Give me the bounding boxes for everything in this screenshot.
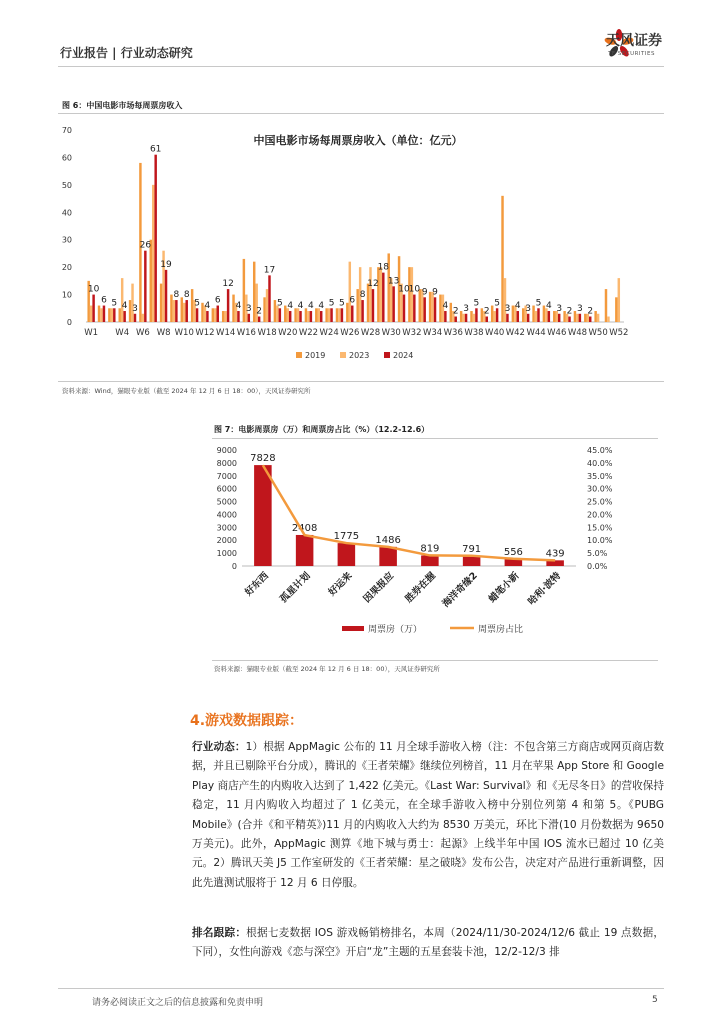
bar-2024-W29 [382,273,384,322]
y-tick-label: 10 [61,290,72,300]
bar-因果报应 [379,547,397,566]
bar-2019-W11 [191,289,193,322]
bar-2019-W7 [150,240,152,322]
bar-胜券在握 [421,555,439,566]
bar-2023-W9 [173,300,175,322]
bar-2024-W18 [268,275,270,322]
y-tick-label: 60 [61,153,72,163]
legend-swatch-bars [342,626,364,631]
right-y-tick-label: 0.0% [587,562,608,571]
bar-2023-W14 [224,311,226,322]
bar-2023-W1 [90,306,92,322]
bar-2024-W24 [330,308,332,322]
bar-2024-W3 [113,308,115,322]
bar-2023-W28 [369,267,371,322]
bar-2024-W4 [123,311,125,322]
data-label-哈利·波特: 439 [545,548,565,560]
figure7-title: 图 7：电影周票房（万）和周票房占比（%）（12.2-12.6） [214,425,430,434]
bar-2024-W40 [496,308,498,322]
data-label-2024-W6: 26 [139,240,152,251]
page-number: 5 [652,995,658,1005]
x-tick-label: W22 [298,328,319,338]
data-label-2024-W10: 8 [183,290,190,301]
x-tick-label: 好东西 [243,570,271,599]
bar-好运来 [338,543,356,566]
bar-好东西 [254,465,272,566]
bar-2023-W40 [493,311,495,322]
bar-2023-W52 [618,278,620,322]
report-category: 行业报告 | 行业动态研究 [60,46,193,60]
bar-2024-W21 [299,311,301,322]
bar-2024-W32 [413,295,415,322]
data-label-2024-W28: 12 [367,279,379,290]
bar-2019-W27 [356,289,358,322]
data-label-2024-W2: 6 [101,295,107,306]
bar-2019-W10 [181,297,183,322]
bar-2019-W24 [325,308,327,322]
left-y-tick-label: 3000 [216,523,237,533]
data-label-2024-W37: 3 [463,303,469,314]
data-label-2024-W8: 19 [160,259,172,270]
ranking-paragraph [192,924,664,963]
data-label-2024-W1: 10 [87,284,100,295]
bar-2023-W3 [111,308,113,322]
bar-2019-W14 [222,311,224,322]
bar-2024-W33 [423,297,425,322]
bar-2024-W10 [185,300,187,322]
data-label-2024-W23: 4 [318,301,325,312]
bar-2019-W18 [263,297,265,322]
bar-2024-W6 [144,251,146,322]
bar-2024-W44 [537,308,539,322]
x-tick-label: 海洋奇缘2 [440,570,480,610]
bar-2019-W5 [129,300,131,322]
bar-2024-W49 [589,317,591,322]
bar-2024-W12 [206,311,208,322]
chart-title: 中国电影市场每周票房收入（单位：亿元） [253,134,463,147]
bar-2019-W45 [543,306,545,322]
right-y-tick-label: 35.0% [587,471,613,481]
bar-2024-W9 [175,300,177,322]
ranking-text: 根据七麦数据 IOS 游戏畅销榜排名，本周（2024/11/30-2024/12/6 截止 19 点数据，下同），女性向游戏《恋与深空》开启“龙”主题的五星套装卡池，12/2-12/3 排 [192,927,665,959]
x-tick-label: W40 [485,328,505,338]
data-label-胜券在握: 819 [420,543,440,555]
bar-2023-W2 [100,308,102,322]
x-tick-label: W32 [402,328,422,338]
data-label-2024-W35: 4 [442,301,449,312]
bar-2023-W13 [214,308,216,322]
x-tick-label: W8 [156,328,171,338]
data-label-2024-W45: 4 [545,301,552,312]
x-tick-label: W34 [422,328,443,338]
figure7-source: 资料来源：猫眼专业版（截至 2024 年 12 月 6 日 18：00），天风证券研究所 [214,665,440,673]
bar-2019-W38 [470,311,472,322]
bar-2024-W45 [548,311,550,322]
bar-2024-W30 [392,286,394,322]
bar-2023-W51 [607,317,609,322]
bar-2019-W13 [212,308,214,322]
x-tick-label: W1 [84,328,99,338]
data-label-2024-W42: 4 [514,301,521,312]
bar-2023-W29 [380,267,382,322]
bar-2024-W22 [310,311,312,322]
left-y-tick-label: 8000 [216,458,237,468]
bar-2024-W42 [517,311,519,322]
bar-2023-W44 [535,311,537,322]
data-label-2024-W34: 9 [432,287,438,298]
x-tick-label: W42 [505,328,525,338]
data-label-2024-W22: 4 [308,301,314,312]
bar-2024-W43 [527,314,529,322]
legend-label-2024: 2024 [393,351,414,360]
left-y-tick-label: 5000 [216,497,237,507]
x-tick-label: W38 [464,328,484,338]
bar-2019-W19 [274,300,276,322]
x-tick-label: W4 [115,328,130,338]
bar-2024-W13 [217,306,219,322]
bar-2019-W17 [253,262,255,322]
x-tick-label: W48 [567,328,588,338]
right-y-tick-label: 30.0% [587,484,613,494]
left-y-tick-label: 0 [231,562,237,571]
bar-2024-W39 [486,317,488,322]
right-y-tick-label: 20.0% [587,510,613,520]
figure7-rule [212,438,658,439]
right-y-tick-label: 10.0% [587,536,613,546]
industry-news-lead: 行业动态： [192,741,246,753]
ranking-lead: 排名跟踪： [192,927,247,939]
legend-label-2019: 2019 [305,351,326,360]
data-label-2024-W32: 10 [408,284,421,295]
bar-2024-W48 [579,314,581,322]
data-label-2024-W39: 2 [483,306,490,317]
x-tick-label: W50 [588,328,608,338]
data-label-2024-W11: 5 [194,298,200,309]
x-tick-label: 哈利·波特 [526,570,564,608]
data-label-2024-W19: 5 [276,298,283,309]
bar-2023-W6 [142,314,144,322]
bar-2019-W8 [160,284,162,322]
brand-subtitle: TF SECURITIES [608,51,655,57]
x-tick-label: W18 [257,328,277,338]
bar-2019-W25 [336,308,338,322]
data-label-2024-W31: 10 [398,284,410,295]
bar-2019-W50 [594,311,596,322]
data-label-2024-W21: 4 [297,301,304,312]
data-label-海洋奇缘2: 791 [462,543,482,555]
x-tick-label: W16 [236,328,256,338]
bar-2024-W37 [465,314,467,322]
footer-disclaimer: 请务必阅读正文之后的信息披露和免责申明 [92,998,264,1008]
bar-2024-W47 [568,317,570,322]
bar-2019-W44 [532,306,534,322]
bar-2019-W20 [284,306,286,322]
x-tick-label: W36 [443,328,463,338]
header-divider [58,66,664,67]
weekly-box-office-chart [58,118,658,378]
y-tick-label: 50 [61,180,72,190]
x-tick-label: W24 [319,328,339,338]
x-tick-label: W30 [381,328,401,338]
data-label-2024-W30: 13 [387,276,400,287]
bar-2019-W35 [439,295,441,322]
y-tick-label: 40 [61,208,72,218]
data-label-2024-W46: 3 [556,303,563,314]
bar-2023-W26 [349,262,351,322]
bar-2024-W2 [103,306,105,322]
legend-swatch-2024 [384,352,390,358]
bar-2019-W16 [243,259,245,322]
data-label-2024-W25: 5 [339,298,345,309]
bar-2024-W35 [444,311,446,322]
data-label-2024-W26: 6 [349,295,356,306]
data-label-因果报应: 1486 [375,534,401,546]
bar-2024-W27 [361,300,363,322]
bar-2019-W49 [584,314,586,322]
x-tick-label: 胜券在握 [403,570,438,606]
bar-2024-W23 [320,311,322,322]
bar-2019-W41 [501,196,503,322]
bar-2019-W34 [429,292,431,322]
bar-孤星计划 [296,535,314,566]
data-label-2024-W18: 17 [263,265,276,276]
brand-name: 天风证券 [606,33,662,49]
industry-news-text: 1）根据 AppMagic 公布的 11 月全球手游收入榜（注：不包含第三方商店或网页商店数据，并且已剔除平台分成），腾讯的《王者荣耀》继续位列榜首，11 月在苹果 App Store 和 Google Play 商店产生的内购收入达到了 1,422 亿美元。《Last War: Survival》和《无尽冬日》的营收保持稳定，11 月内购收入均超过了 1 亿美元，在全球手游收入榜中分别位列第 4 和第 5。《PUBG Mobile》(合并《和平精英》)11 月的内购收入大约为 8530 万美元，环比下滑(10 月份数据为 9650 万美元)。此外，AppMagic 测算《地下城与勇士：起源》上线半年中国 IOS 流水已超过 10 亿美元。2）腾讯天美 J5 工作室研发的《王者荣耀：星之破晓》发布公告，决定对产品进行重新调整，因此先遣测试服将于 12 月 6 日停服。 [192,741,664,889]
right-y-tick-label: 40.0% [587,458,613,468]
data-label-2024-W17: 2 [256,306,263,317]
left-y-tick-label: 4000 [216,510,237,520]
bar-2019-W42 [512,306,514,322]
bar-2019-W9 [170,295,172,322]
legend-swatch-2019 [296,352,302,358]
bar-2024-W25 [341,308,343,322]
bar-2023-W37 [462,314,464,322]
bar-2019-W28 [367,284,369,322]
y-tick-label: 20 [61,263,72,273]
bar-2024-W19 [279,308,281,322]
bar-2024-W1 [92,295,94,322]
bar-2024-W38 [475,308,477,322]
x-tick-label: W26 [340,328,360,338]
bar-2024-W28 [372,289,374,322]
x-tick-label: W6 [135,328,150,338]
left-y-tick-label: 1000 [216,549,237,559]
right-y-tick-label: 5.0% [587,549,608,559]
bar-2023-W38 [473,314,475,322]
bar-2024-W16 [248,314,250,322]
x-tick-label: W46 [547,328,567,338]
bar-2024-W11 [196,308,198,322]
data-label-2024-W12: 4 [204,301,211,312]
footer-divider [58,988,664,989]
bar-2024-W8 [165,270,167,322]
right-y-tick-label: 25.0% [587,497,613,507]
figure6-source-rule [58,381,664,382]
data-label-2024-W43: 3 [525,303,532,314]
x-tick-label: 因果报应 [361,570,397,606]
bar-2019-W12 [201,303,203,322]
x-tick-label: W12 [195,328,215,338]
bar-2024-W31 [403,295,405,322]
x-tick-label: W44 [526,328,546,338]
y-tick-label: 30 [61,235,72,245]
figure6-rule [58,113,664,114]
bar-2019-W51 [605,289,607,322]
bar-2023-W24 [328,308,330,322]
data-label-2024-W33: 9 [421,287,428,298]
figure6-source: 资料来源：Wind，猫眼专业版（截至 2024 年 12 月 6 日 18：00），天风证券研究所 [62,387,311,395]
data-label-好运来: 1775 [333,531,360,543]
movie-weekly-box-office-chart [212,442,658,656]
bar-2019-W36 [450,303,452,322]
bar-2019-W37 [460,311,462,322]
legend-label-line: 周票房占比 [478,625,524,635]
bar-2019-W48 [574,311,576,322]
data-label-2024-W49: 2 [587,306,594,317]
bar-2023-W7 [152,185,154,322]
industry-news-paragraph [192,738,664,893]
data-label-2024-W9: 8 [173,290,180,301]
bar-2024-W26 [351,306,353,322]
bar-2019-W39 [481,308,483,322]
y-tick-label: 0 [66,318,72,327]
bar-2024-W7 [154,155,156,322]
bar-2024-W41 [506,314,508,322]
data-label-2024-W41: 3 [504,303,511,314]
legend-label-bars: 周票房（万） [368,625,423,635]
left-y-tick-label: 6000 [216,484,237,494]
left-y-tick-label: 2000 [216,536,237,546]
right-y-tick-label: 45.0% [587,446,613,455]
data-label-2024-W27: 8 [359,290,366,301]
left-y-tick-label: 9000 [216,446,237,455]
data-label-2024-W24: 5 [328,298,335,309]
bar-2024-W34 [434,297,436,322]
bar-2024-W14 [227,289,229,322]
bar-2019-W40 [491,306,493,322]
data-label-2024-W20: 4 [287,301,294,312]
legend-swatch-2023 [340,352,346,358]
bar-2024-W17 [258,317,260,322]
data-label-2024-W48: 3 [577,303,583,314]
bar-2024-W36 [454,317,456,322]
data-label-2024-W4: 4 [121,301,128,312]
bar-2024-W5 [134,314,136,322]
bar-2019-W15 [232,295,234,322]
x-tick-label: 蜡笔小新 [486,570,522,606]
y-tick-label: 70 [61,126,72,135]
figure7-source-rule [212,660,658,661]
bar-2019-W52 [615,297,617,322]
data-label-好东西: 7828 [250,453,276,465]
bar-2023-W18 [266,289,268,322]
bar-2019-W22 [305,308,307,322]
data-label-2024-W16: 3 [245,303,252,314]
bar-2019-W3 [108,308,110,322]
data-label-2024-W15: 4 [235,301,242,312]
x-tick-label: W14 [216,328,236,338]
figure6-title: 图 6：中国电影市场每周票房收入 [62,101,183,110]
x-tick-label: W28 [360,328,381,338]
bar-2023-W22 [307,311,309,322]
data-label-孤星计划: 2408 [291,522,318,534]
bar-2019-W47 [563,311,565,322]
data-label-2024-W29: 18 [377,262,390,273]
legend-label-2023: 2023 [349,351,370,360]
x-tick-label: W20 [278,328,298,338]
bar-2024-W46 [558,314,560,322]
data-label-蜡笔小新: 556 [503,546,523,558]
data-label-2024-W14: 12 [222,279,234,290]
bar-2019-W46 [553,311,555,322]
bar-2023-W48 [576,314,578,322]
x-tick-label: 好运来 [326,570,355,599]
data-label-2024-W3: 5 [111,298,118,309]
data-label-2024-W38: 5 [473,298,480,309]
bar-2024-W15 [237,311,239,322]
x-tick-label: W52 [609,328,629,338]
data-label-2024-W13: 6 [214,295,221,306]
bar-2023-W50 [597,314,599,322]
bar-2024-W20 [289,311,291,322]
bar-2019-W26 [346,303,348,322]
data-label-2024-W47: 2 [566,306,573,317]
data-label-2024-W44: 5 [535,298,542,309]
data-label-2024-W36: 2 [452,306,459,317]
bar-2023-W25 [338,308,340,322]
left-y-tick-label: 7000 [216,471,237,481]
bar-2023-W10 [183,303,185,322]
data-label-2024-W5: 3 [132,303,138,314]
x-tick-label: 孤星计划 [278,570,313,606]
bar-2019-W2 [98,306,100,322]
bar-2019-W43 [522,308,524,322]
bar-2023-W41 [504,278,506,322]
bar-2019-W4 [118,308,120,322]
bar-2019-W29 [377,267,379,322]
data-label-2024-W40: 5 [494,298,500,309]
bar-2019-W23 [315,308,317,322]
right-y-tick-label: 15.0% [587,523,613,533]
bar-2019-W21 [294,308,296,322]
x-tick-label: W10 [174,328,194,338]
section-title: 4.游戏数据跟踪： [190,713,304,729]
data-label-2024-W7: 61 [149,144,162,155]
